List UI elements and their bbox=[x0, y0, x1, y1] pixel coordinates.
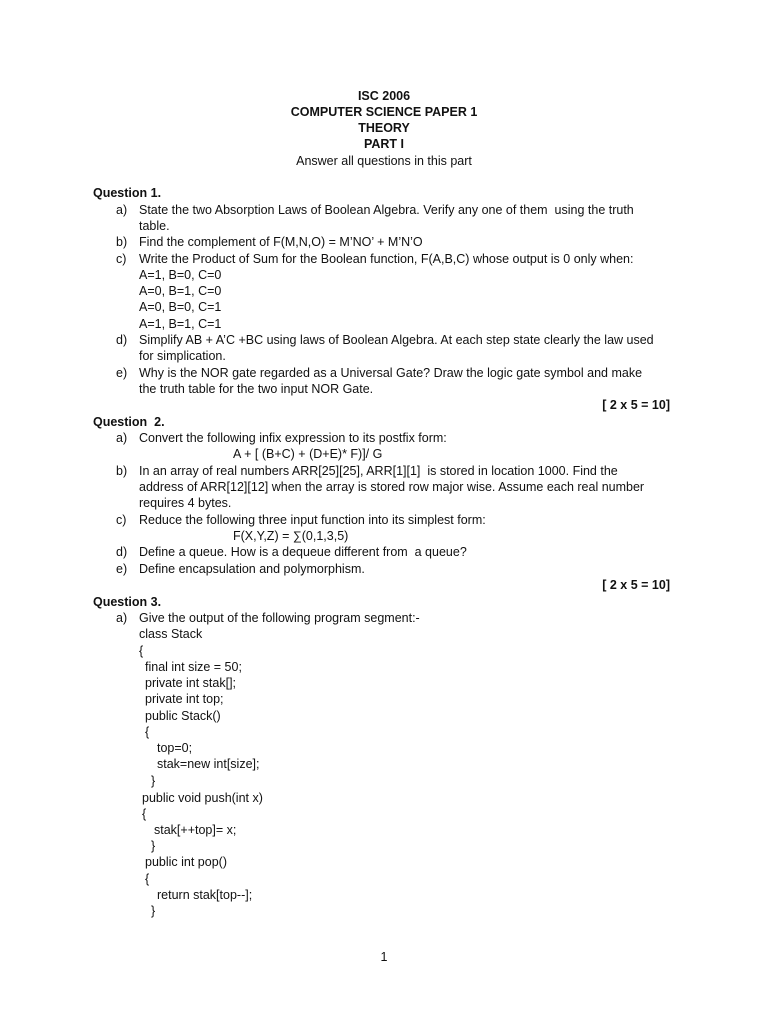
code-line: private int top; bbox=[145, 692, 224, 706]
q1-c-line: A=0, B=0, C=1 bbox=[139, 300, 222, 314]
q1-d-line: for simplication. bbox=[139, 349, 226, 363]
code-line: public void push(int x) bbox=[142, 791, 263, 805]
q1-d-line: Simplify AB + A’C +BC using laws of Boolean Algebra. At each step state clearly the law used bbox=[139, 333, 654, 347]
code-line: } bbox=[151, 904, 156, 918]
code-line: } bbox=[151, 774, 156, 788]
q1-e-label: e) bbox=[116, 366, 128, 380]
code-line: { bbox=[145, 725, 150, 739]
q2-marks: [ 2 x 5 = 10] bbox=[602, 578, 670, 592]
q2-a-expression: A + [ (B+C) + (D+E)* F)]/ G bbox=[233, 447, 383, 461]
q1-b-label: b) bbox=[116, 235, 128, 249]
q2-a-line: Convert the following infix expression to its postfix form: bbox=[139, 431, 447, 445]
code-line: stak=new int[size]; bbox=[157, 757, 260, 771]
theory-title: THEORY bbox=[358, 121, 410, 135]
code-line: final int size = 50; bbox=[145, 660, 242, 674]
code-line: public Stack() bbox=[145, 709, 221, 723]
q2-e-line: Define encapsulation and polymorphism. bbox=[139, 562, 365, 576]
q2-d-label: d) bbox=[116, 545, 128, 559]
code-line: { bbox=[139, 644, 144, 658]
code-line: { bbox=[142, 807, 147, 821]
q2-c-function: F(X,Y,Z) = ∑(0,1,3,5) bbox=[233, 529, 349, 543]
q2-a-label: a) bbox=[116, 431, 128, 445]
paper-title: COMPUTER SCIENCE PAPER 1 bbox=[290, 105, 478, 119]
code-line: class Stack bbox=[139, 627, 203, 641]
q3-a-label: a) bbox=[116, 611, 128, 625]
q1-b-line: Find the complement of F(M,N,O) = M’NO’ + M’N’O bbox=[139, 235, 423, 249]
q2-c-label: c) bbox=[116, 513, 127, 527]
code-line: } bbox=[151, 839, 156, 853]
q2-b-line: requires 4 bytes. bbox=[139, 496, 232, 510]
q2-d-line: Define a queue. How is a dequeue different from a queue? bbox=[139, 545, 467, 559]
code-line: stak[++top]= x; bbox=[154, 823, 237, 837]
q3-a-line: Give the output of the following program segment:- bbox=[139, 611, 420, 625]
page-number: 1 bbox=[380, 950, 388, 964]
exam-title: ISC 2006 bbox=[357, 89, 411, 103]
instruction: Answer all questions in this part bbox=[296, 154, 472, 168]
q2-b-line: In an array of real numbers ARR[25][25], ARR[1][1] is stored in location 1000. Find the bbox=[139, 464, 618, 478]
q2-b-line: address of ARR[12][12] when the array is stored row major wise. Assume each real number bbox=[139, 480, 645, 494]
question-3-title: Question 3. bbox=[93, 595, 162, 609]
q1-c-line: A=0, B=1, C=0 bbox=[139, 284, 222, 298]
code-line: return stak[top--]; bbox=[157, 888, 253, 902]
q1-c-line: A=1, B=1, C=1 bbox=[139, 317, 222, 331]
q1-c-line: Write the Product of Sum for the Boolean function, F(A,B,C) whose output is 0 only when: bbox=[139, 252, 634, 266]
q1-d-label: d) bbox=[116, 333, 128, 347]
q1-e-line: the truth table for the two input NOR Gate. bbox=[139, 382, 374, 396]
question-2-title: Question 2. bbox=[93, 415, 165, 429]
code-line: public int pop() bbox=[145, 855, 227, 869]
code-line: top=0; bbox=[157, 741, 193, 755]
code-line: { bbox=[145, 872, 150, 886]
q1-e-line: Why is the NOR gate regarded as a Universal Gate? Draw the logic gate symbol and make bbox=[139, 366, 643, 380]
q1-a-label: a) bbox=[116, 203, 128, 217]
q2-c-line: Reduce the following three input function into its simplest form: bbox=[139, 513, 486, 527]
q1-c-line: A=1, B=0, C=0 bbox=[139, 268, 222, 282]
code-line: private int stak[]; bbox=[145, 676, 237, 690]
q1-marks: [ 2 x 5 = 10] bbox=[602, 398, 670, 412]
q1-a-line: State the two Absorption Laws of Boolean Algebra. Verify any one of them using the truth bbox=[139, 203, 634, 217]
q2-e-label: e) bbox=[116, 562, 128, 576]
question-1-title: Question 1. bbox=[93, 186, 162, 200]
q1-a-line: table. bbox=[139, 219, 170, 233]
part-title: PART I bbox=[363, 137, 405, 151]
q1-c-label: c) bbox=[116, 252, 127, 266]
q2-b-label: b) bbox=[116, 464, 128, 478]
